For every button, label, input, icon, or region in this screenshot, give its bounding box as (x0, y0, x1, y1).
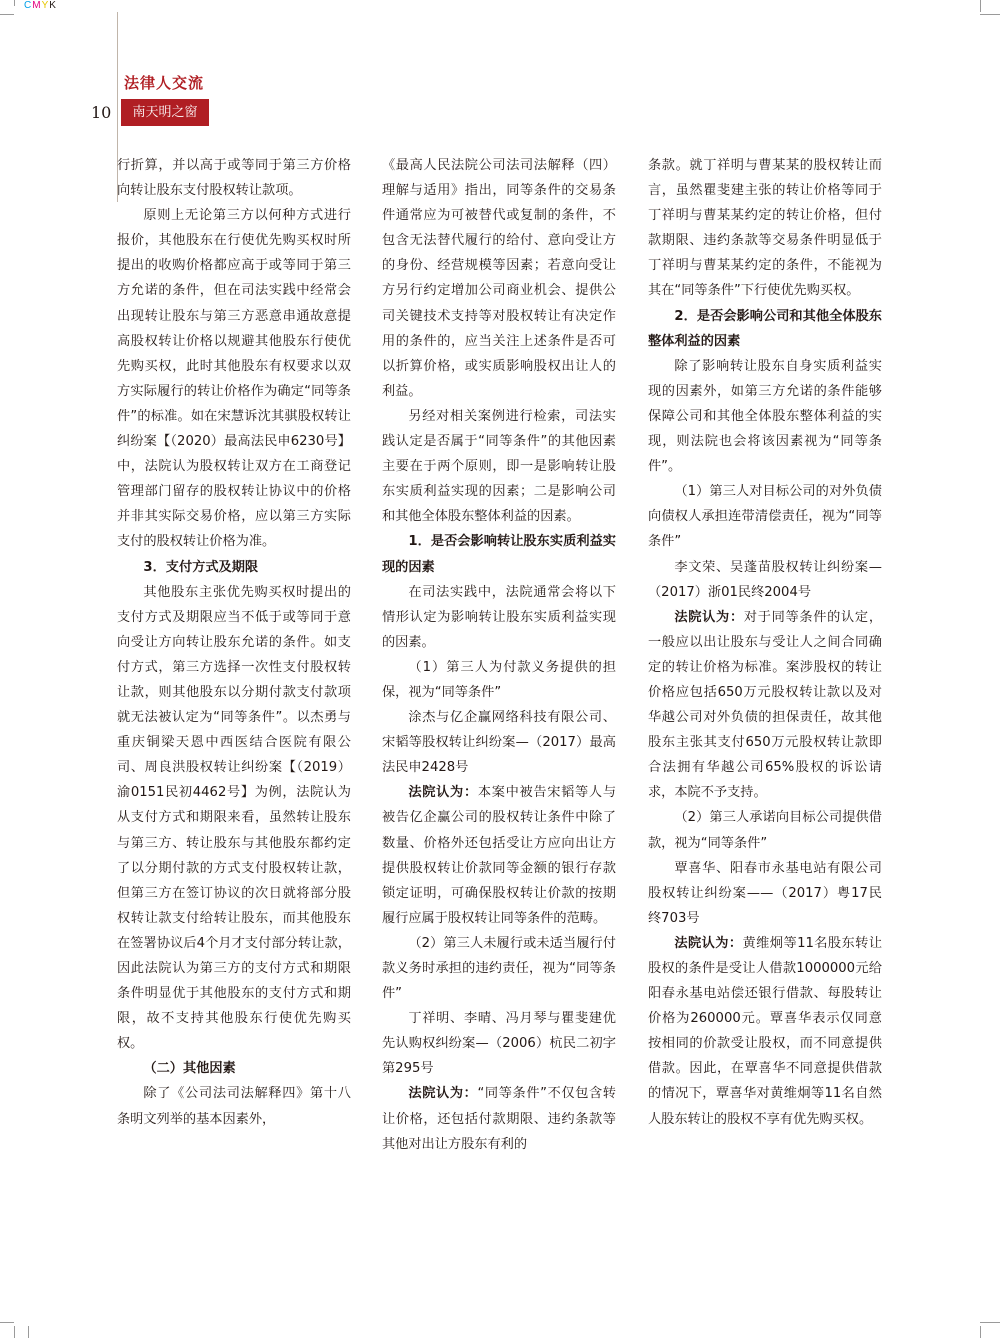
paragraph: 条款。就丁祥明与曹某某的股权转让而言，虽然瞿斐建主张的转让价格等同于丁祥明与曹某某约定的转让价格，但付款期限、违约条款等交易条件明显低于丁祥明与曹某某约定的条件，不能视为其在“同等条件”下行使优先购买权。 (648, 158, 882, 299)
court-opinion: 法院认为：黄维炯等11名股东转让股权的条件是受让人借款1000000元给阳春永基电站偿还银行借款、每股转让价格为260000元。覃喜华表示仅同意按相同的价款受让股权，而不同意提供借款。因此，在覃喜华不同意提供借款的情况下，覃喜华对黄维炯等11名自然人股东转让的股权不享有优先购买权。 (648, 935, 883, 1127)
paragraph: 除了《公司法司法解释四》第十八条明文列举的基本因素外， (117, 1086, 351, 1127)
paragraph: （2）第三人承诺向目标公司提供借款，视为“同等条件” (648, 810, 882, 851)
paragraph: （2）第三人未履行或未适当履行付款义务时承担的违约责任，视为“同等条件” (382, 935, 616, 1002)
court-opinion: 法院认为：本案中被告宋韬等人与被告亿企赢公司的股权转让条件中除了数量、价格外还包括受让方应向出让方提供股权转让价款同等金额的银行存款锁定证明，可确保股权转让价款的按期履行应属于股权转让同等条件的范畴。 (382, 785, 617, 926)
paragraph: 原则上无论第三方以何种方式进行报价，其他股东在行使优先购买权时所提出的收购价格都应高于或等同于第三方允诺的条件，但在司法实践中经常会出现转让股东与第三方恶意串通故意提高股权转让价格以规避其他股东行使优先购买权，此时其他股东有权要求以双方实际履行的转让价格作为确定“同等条件”的标准。如在宋慧诉沈其骐股权转让纠纷案【（2020）最高法民申6230号】中，法院认为股权转让双方在工商登记管理部门留存的股权转让协议中的价格并非其实际交易价格，应以第三方实际支付的股权转让价格为准。 (117, 208, 351, 550)
case-citation: 涂杰与亿企赢网络科技有限公司、宋韬等股权转让纠纷案—（2017）最高法民申2428号 (382, 710, 616, 776)
paragraph: 另经对相关案例进行检索，司法实践认定是否属于“同等条件”的其他因素主要在于两个原则，即一是影响转让股东实质利益实现的因素；二是影响公司和其他全体股东整体利益的因素。 (382, 408, 616, 525)
case-citation: 李文荣、吴蓬苗股权转让纠纷案—（2017）浙01民终2004号 (648, 559, 882, 600)
section-heading: 1．是否会影响转让股东实质利益实现的因素 (382, 534, 616, 575)
section-heading: 2．是否会影响公司和其他全体股东整体利益的因素 (648, 308, 882, 349)
cmyk-color-bar (24, 0, 57, 11)
court-opinion-lead: 法院认为： (408, 785, 478, 801)
court-opinion: 法院认为：对于同等条件的认定，一般应以出让股东与受让人之间合同确定的转让价格为标准。案涉股权的转让价格应包括650万元股权转让款以及对华越公司对外负债的担保责任，故其他股东主张其支付650万元股权转让款即合法拥有华越公司65%股权的诉讼请求，本院不予支持。 (648, 609, 883, 801)
crop-mark-top-right-v (980, 0, 981, 12)
court-opinion-lead: 法院认为： (674, 609, 744, 625)
paragraph: 其他股东主张优先购买权时提出的支付方式及期限应当不低于或等同于意向受让方向转让股东允诺的条件。如支付方式，第三方选择一次性支付股权转让款，则其他股东以分期付款支付款项就无法被认定为“同等条件”。以杰勇与重庆铜梁天恩中西医结合医院有限公司、周良洪股权转让纠纷案【（2019）渝0151民初4462号】为例，法院认为从支付方式和期限来看，虽然转让股东与第三方、转让股东与其他股东都约定了以分期付款的方式支付股权转让款，但第三方在签订协议的次日就将部分股权转让款支付给转让股东，而其他股东在签署协议后4个月才支付部分转让款，因此法院认为第三方的支付方式和期限条件明显优于其他股东的支付方式和期限，故不支持其他股东行使优先购买权。 (117, 584, 351, 1052)
section-heading: （二）其他因素 (143, 1061, 236, 1077)
court-opinion-lead: 法院认为： (408, 1086, 478, 1102)
court-opinion: 法院认为：“同等条件”不仅包含转让价格，还包括付款期限、违约条款等其他对出让方股东有利的 (382, 1086, 616, 1152)
case-citation: 覃喜华、阳春市永基电站有限公司股权转让纠纷案——（2017）粤17民终703号 (648, 860, 882, 926)
paragraph: 《最高人民法院公司法司法解释（四）理解与适用》指出，同等条件的交易条件通常应为可被替代或复制的条件，不包含无法替代履行的给付、意向受让方的身份、经营规模等因素；若意向受让方另行约定增加公司商业机会、提供公司关键技术支持等对股权转让有决定作用的条件的，应当关注上述条件是否可以折算价格，或实质影响股权出让人的利益。 (382, 158, 616, 399)
crop-mark-bottom-left (0, 1322, 14, 1323)
paragraph: 行折算，并以高于或等同于第三方价格向转让股东支付股权转让款项。 (117, 158, 351, 199)
paragraph: （1）第三人对目标公司的对外负债向债权人承担连带清偿责任，视为“同等条件” (648, 484, 882, 550)
crop-mark-bottom-right-v (980, 1326, 981, 1338)
text-column-3 (648, 153, 882, 1132)
crop-mark-bottom-right (980, 1322, 1000, 1323)
page-number: 10 (91, 103, 112, 122)
cmyk-k: K (49, 0, 57, 11)
section-banner: 南天明之窗 (121, 99, 209, 126)
text-column-2 (382, 153, 616, 1157)
paragraph: 在司法实践中，法院通常会将以下情形认定为影响转让股东实质利益实现的因素。 (382, 584, 616, 650)
paragraph: 除了影响转让股东自身实质利益实现的因素外，如第三方允诺的条件能够保障公司和其他全体股东整体利益的实现，则法院也会将该因素视为“同等条件”。 (648, 358, 882, 475)
paragraph: （1）第三人为付款义务提供的担保，视为“同等条件” (382, 659, 616, 700)
cmyk-y: Y (41, 0, 50, 11)
crop-mark-bottom-mid (28, 1326, 29, 1338)
column-title: 法律人交流 (124, 74, 205, 92)
court-opinion-lead: 法院认为： (674, 935, 743, 951)
text-column-1 (117, 153, 351, 1132)
cmyk-c: C (24, 0, 33, 11)
crop-mark-bottom-left-v (14, 1326, 15, 1338)
crop-mark-top-right (980, 14, 1000, 15)
cmyk-m: M (32, 0, 42, 11)
crop-mark-top-left (0, 14, 14, 15)
section-heading: 3．支付方式及期限 (143, 559, 259, 575)
crop-mark-top-left-v (14, 0, 15, 6)
case-citation: 丁祥明、李晴、冯月琴与瞿斐建优先认购权纠纷案—（2006）杭民二初字第295号 (382, 1011, 616, 1077)
